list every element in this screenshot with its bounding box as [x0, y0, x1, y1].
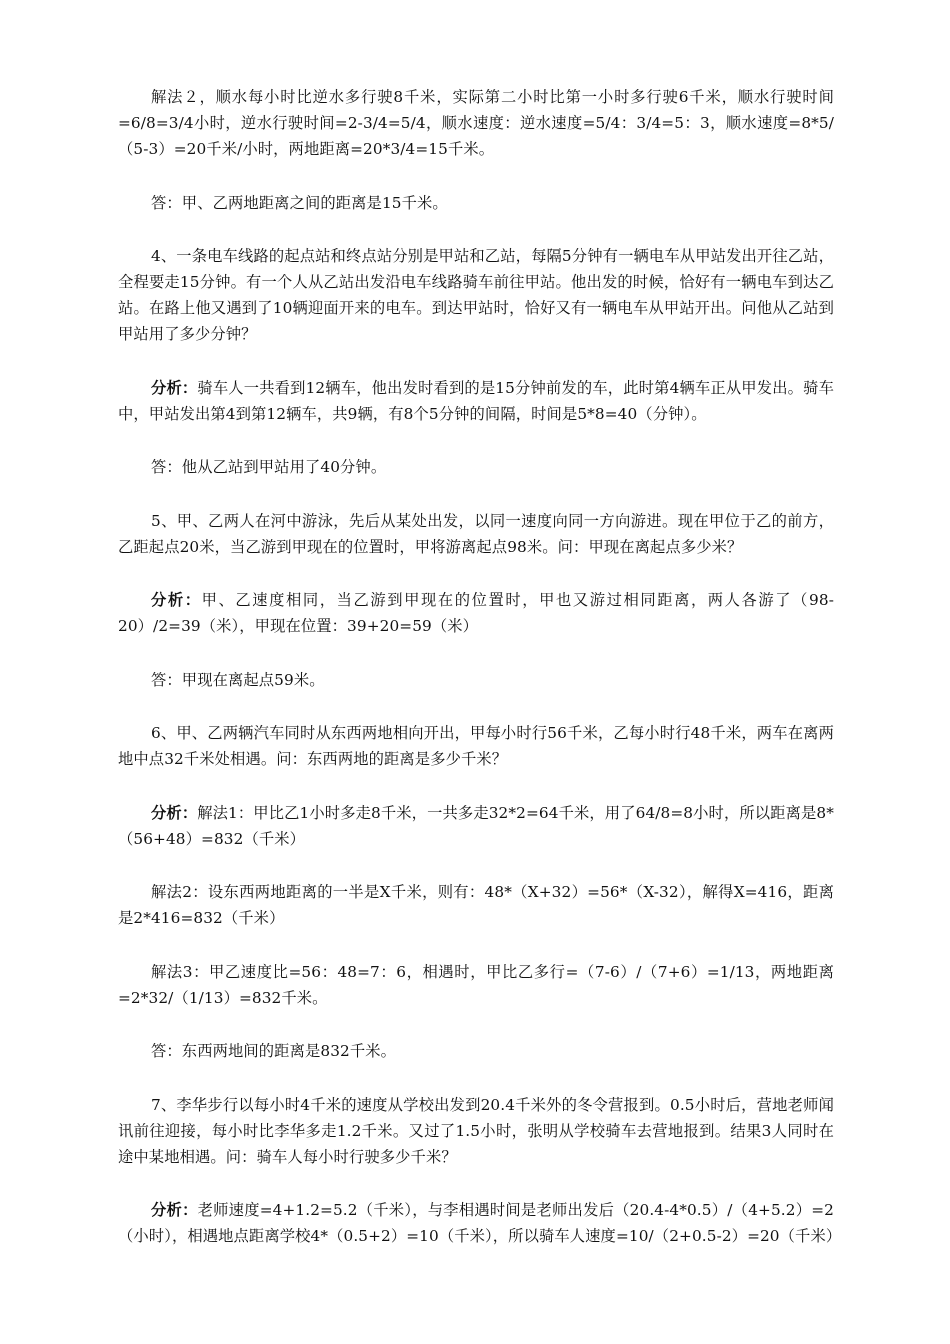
paragraph-text: 解法２，顺水每小时比逆水多行驶8千米，实际第二小时比第一小时多行驶6千米，顺水行驶时间=6/8=3/4小时，逆水行驶时间=2-3/4=5/4，顺水速度：逆水速度=5/4：3/4=5：3，顺水速度=8*5/（5-3）=20千米/小时，两地距离=20*3/4=15千米。	[118, 88, 834, 158]
paragraph-text: 6、甲、乙两辆汽车同时从东西两地相向开出，甲每小时行56千米，乙每小时行48千米，两车在离两地中点32千米处相遇。问：东西两地的距离是多少千米？	[118, 724, 834, 768]
analysis-label: 分析：	[151, 803, 198, 822]
analysis-6-paragraph	[118, 800, 834, 852]
paragraph-text: 5、甲、乙两人在河中游泳，先后从某处出发，以同一速度向同一方向游进。现在甲位于乙的前方，乙距起点20米，当乙游到甲现在的位置时，甲将游离起点98米。问：甲现在离起点多少米？	[118, 511, 834, 556]
paragraph-text: 老师速度=4+1.2=5.2（千米），与李相遇时间是老师出发后（20.4-4*0.5）/（4+5.2）=2（小时），相遇地点距离学校4*（0.5+2）=10（千米），所以骑车人速度=10/（2+0.5-2）=20（千米）	[118, 1201, 842, 1245]
answer-4-paragraph	[118, 454, 834, 480]
answer-6-paragraph	[118, 1038, 834, 1064]
paragraph-text: 解法1：甲比乙1小时多走8千米，一共多走32*2=64千米，用了64/8=8小时，所以距离是8*（56+48）=832（千米）	[118, 803, 834, 848]
answer-3-paragraph	[118, 190, 834, 216]
solution-6-3-paragraph	[118, 959, 834, 1011]
solution-2-paragraph	[118, 84, 834, 162]
paragraph-text: 答：东西两地间的距离是832千米。	[151, 1042, 397, 1060]
problem-6-paragraph	[118, 720, 834, 772]
analysis-5-paragraph	[118, 587, 834, 639]
analysis-7-paragraph	[118, 1197, 842, 1249]
problem-5-paragraph	[118, 508, 834, 560]
paragraph-text: 答：甲现在离起点59米。	[151, 670, 325, 689]
solution-6-2-paragraph	[118, 879, 834, 931]
paragraph-text: 解法3：甲乙速度比=56：48=7：6，相遇时，甲比乙多行=（7-6）/（7+6）=1/13，两地距离=2*32/（1/13）=832千米。	[118, 962, 834, 1007]
problem-4-paragraph	[118, 243, 834, 347]
paragraph-text: 甲、乙速度相同，当乙游到甲现在的位置时，甲也又游过相同距离，两人各游了（98-20）/2=39（米），甲现在位置：39+20=59（米）	[118, 591, 834, 635]
paragraph-text: 骑车人一共看到12辆车，他出发时看到的是15分钟前发的车，此时第4辆车正从甲发出。骑车中，甲站发出第4到第12辆车，共9辆，有8个5分钟的间隔，时间是5*8=40（分钟）。	[118, 378, 834, 423]
problem-7-paragraph	[118, 1092, 834, 1170]
paragraph-text: 答：他从乙站到甲站用了40分钟。	[151, 458, 387, 476]
answer-5-paragraph	[118, 667, 834, 693]
analysis-label: 分析：	[151, 591, 202, 609]
analysis-label: 分析：	[151, 1201, 198, 1219]
paragraph-text: 7、李华步行以每小时4千米的速度从学校出发到20.4千米外的冬令营报到。0.5小时后，营地老师闻讯前往迎接，每小时比李华多走1.2千米。又过了1.5小时，张明从学校骑车去营地报到。结果3人同时在途中某地相遇。问：骑车人每小时行驶多少千米？	[118, 1095, 834, 1166]
document-page	[118, 84, 842, 1277]
analysis-4-paragraph	[118, 375, 834, 427]
paragraph-text: 4、一条电车线路的起点站和终点站分别是甲站和乙站，每隔5分钟有一辆电车从甲站发出开往乙站，全程要走15分钟。有一个人从乙站出发沿电车线路骑车前往甲站。他出发的时候，恰好有一辆电车到达乙站。在路上他又遇到了10辆迎面开来的电车。到达甲站时，恰好又有一辆电车从甲站开出。问他从乙站到甲站用了多少分钟？	[118, 247, 834, 343]
paragraph-text: 答：甲、乙两地距离之间的距离是15千米。	[151, 193, 448, 212]
analysis-label: 分析：	[151, 378, 198, 397]
paragraph-text: 解法2：设东西两地距离的一半是X千米，则有：48*（X+32）=56*（X-32），解得X=416，距离是2*416=832（千米）	[118, 883, 834, 927]
